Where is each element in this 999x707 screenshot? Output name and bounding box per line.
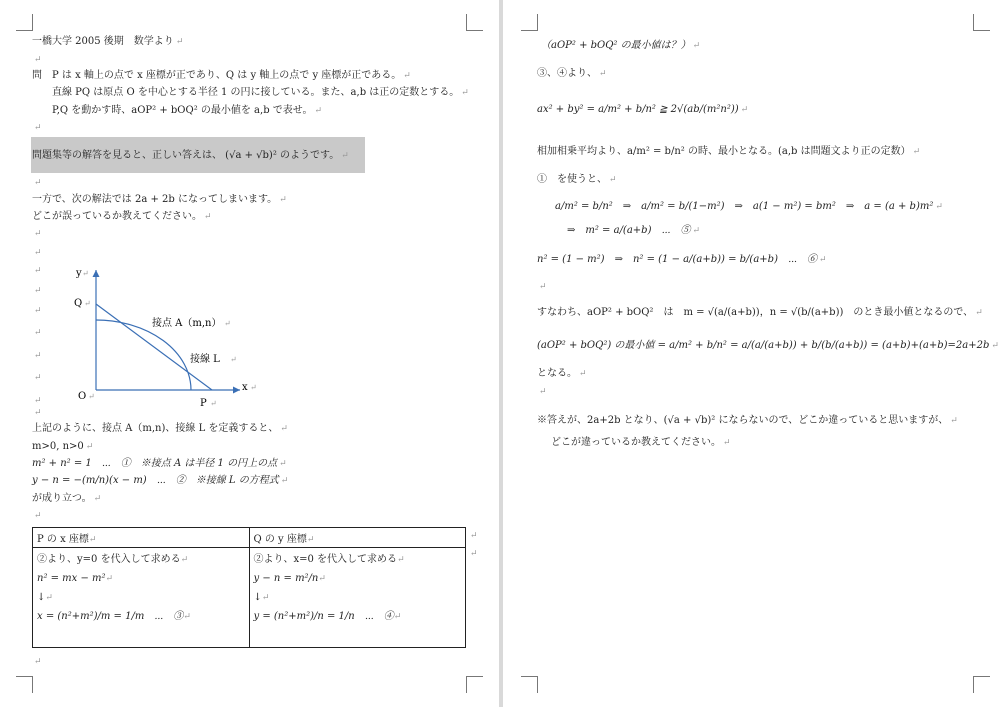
unit-circle-arc	[96, 320, 191, 390]
am-gm-line[interactable]: 相加相乗平均より、a/m² = b/n² の時、最小となる。(a,b は問題文より正の定数） ↵	[537, 146, 921, 157]
crop-mark	[973, 676, 990, 693]
origin-label: O	[78, 391, 87, 402]
equation-1[interactable]: m² + n² = 1 ⋯ ① ※接点 A は半径 1 の円上の点 ↵	[32, 458, 287, 469]
paragraph-mark: ↵	[82, 269, 89, 278]
table-body-row	[33, 548, 466, 648]
y-axis-label: y	[76, 268, 82, 279]
tangent-line-label: 接線 L	[190, 354, 220, 365]
highlighted-answer[interactable]: 問題集等の解答を見ると、正しい答えは、 (√a + √b)² のようです。 ↵	[32, 150, 349, 161]
table-line: ②より、x=0 を代入して求める↵	[253, 554, 405, 565]
doc-title[interactable]: 一橋大学 2005 後期 数学より ↵	[32, 36, 184, 47]
geometry-figure[interactable]	[60, 258, 280, 408]
summary-line[interactable]: すなわち、aOP² + bOQ² は m = √(a/(a+b))，n = √(b/(a+b)) のとき最小値となるので、 ↵	[537, 307, 983, 318]
table-line: y = (n²+m²)/n = 1/n ⋯ ④↵	[253, 611, 402, 622]
document-page-2	[503, 0, 999, 707]
row-end-mark: ↵	[470, 549, 478, 559]
problem-line-3[interactable]: P,Q を動かす時、aOP² + bOQ² の最小値を a,b で表せ。 ↵	[52, 105, 323, 116]
problem-line-2[interactable]: 直線 PQ は原点 O を中心とする半径 1 の円に接している。また、a,b は正の定数とする。 ↵	[52, 87, 469, 98]
table-header-p[interactable]: P の x 座標↵	[33, 528, 250, 548]
tangent-point-label: 接点 A（m,n）	[152, 318, 222, 329]
conclusion-line[interactable]: が成り立つ。 ↵	[32, 493, 102, 504]
table-line: n² = mx − m²↵	[37, 573, 114, 584]
empty-paragraph[interactable]: ↵	[34, 328, 42, 338]
table-header-q[interactable]: Q の y 座標↵	[249, 528, 466, 548]
empty-paragraph[interactable]: ↵	[34, 351, 42, 361]
crop-mark	[521, 14, 538, 31]
table-line: ②より、y=0 を代入して求める↵	[37, 554, 189, 565]
crop-mark	[16, 676, 33, 693]
question-line-1[interactable]: 一方で、次の解法では 2a + 2b になってしまいます。 ↵	[32, 194, 287, 205]
result-5[interactable]: ⇒ m² = a/(a+b) ⋯ ⑤ ↵	[567, 225, 701, 236]
table-line: ↓↵	[253, 592, 270, 603]
note-line-2[interactable]: どこが違っているか教えてください。 ↵	[551, 437, 731, 448]
paragraph-mark: ↵	[84, 299, 91, 308]
row-end-mark: ↵	[470, 531, 478, 541]
empty-paragraph[interactable]: ↵	[34, 408, 42, 418]
paragraph-mark: ↵	[88, 392, 95, 401]
question-line-2[interactable]: どこが誤っているか教えてください。 ↵	[32, 211, 212, 222]
problem-line-1[interactable]: 問 P は x 軸上の点で x 座標が正であり、Q は y 軸上の点で y 座標が正である。 ↵	[32, 70, 411, 81]
step-line[interactable]: となる。 ↵	[537, 368, 587, 379]
minimum-value-line[interactable]: (aOP² + bOQ²) の最小値 = a/m² + b/n² = a/(a/(a+b)) + b/(b/(a+b)) = (a+b)+(a+b)=2a+2b ↵	[537, 340, 999, 351]
coordinate-table[interactable]	[32, 527, 466, 648]
crop-mark	[466, 14, 483, 31]
empty-paragraph[interactable]: ↵	[539, 387, 547, 397]
empty-paragraph[interactable]: ↵	[539, 282, 547, 292]
note-line-1[interactable]: ※答えが、2a+2b となり、(√a + √b)² にならないので、どこか違っていると思いますが、 ↵	[537, 415, 958, 426]
empty-paragraph[interactable]: ↵	[34, 511, 42, 521]
crop-mark	[466, 676, 483, 693]
table-line: ↓↵	[37, 592, 53, 603]
table-line	[254, 626, 462, 645]
table-line: x = (n²+m²)/m = 1/m ⋯ ③↵	[37, 611, 191, 622]
empty-paragraph[interactable]: ↵	[34, 55, 42, 65]
derivation-line[interactable]: a/m² = b/n² ⇒ a/m² = b/(1−m²) ⇒ a(1 − m²) = bm² ⇒ a = (a + b)m² ↵	[555, 201, 943, 212]
tangent-line	[96, 304, 212, 390]
empty-paragraph[interactable]: ↵	[34, 306, 42, 316]
inequality-line[interactable]: ax² + by² = a/m² + b/n² ≧ 2√(ab/(m²n²)) ↵	[537, 104, 749, 115]
paragraph-mark: ↵	[224, 319, 231, 328]
definition-line[interactable]: 上記のように、接点 A（m,n)、接線 L を定義すると、 ↵	[32, 423, 288, 434]
result-6[interactable]: n² = (1 − m²) ⇒ n² = (1 − a/(a+b)) = b/(a+b) ⋯ ⑥ ↵	[537, 254, 827, 265]
subheading[interactable]: （aOP² + bOQ² の最小値は？） ↵	[541, 40, 701, 51]
equation-2[interactable]: y − n = −(m/n)(x − m) ⋯ ② ※接線 L の方程式 ↵	[32, 475, 289, 486]
empty-paragraph[interactable]: ↵	[34, 286, 42, 296]
table-line	[37, 626, 245, 645]
empty-paragraph[interactable]: ↵	[34, 657, 42, 667]
table-header-row	[33, 528, 466, 548]
crop-mark	[16, 14, 33, 31]
paragraph-mark: ↵	[210, 399, 217, 408]
empty-paragraph[interactable]: ↵	[34, 229, 42, 239]
condition-line[interactable]: m>0, n>0 ↵	[32, 441, 94, 452]
crop-mark	[521, 676, 538, 693]
step-line[interactable]: ③、④より、 ↵	[537, 68, 607, 79]
point-p-label: P	[200, 398, 207, 408]
document-page-1	[0, 0, 499, 707]
x-axis-label: x	[242, 382, 248, 393]
empty-paragraph[interactable]: ↵	[34, 248, 42, 258]
paragraph-mark: ↵	[250, 383, 257, 392]
crop-mark	[973, 14, 990, 31]
table-cell-left[interactable]	[33, 548, 250, 648]
empty-paragraph[interactable]: ↵	[34, 123, 42, 133]
table-cell-right[interactable]	[249, 548, 466, 648]
empty-paragraph[interactable]: ↵	[34, 266, 42, 276]
empty-paragraph[interactable]: ↵	[34, 373, 42, 383]
empty-paragraph[interactable]: ↵	[34, 396, 42, 406]
point-q-label: Q	[74, 298, 83, 309]
step-line[interactable]: ① を使うと、 ↵	[537, 174, 617, 185]
table-line: y − n = m²/n↵	[253, 573, 326, 584]
paragraph-mark: ↵	[230, 355, 237, 364]
empty-paragraph[interactable]: ↵	[34, 178, 42, 188]
